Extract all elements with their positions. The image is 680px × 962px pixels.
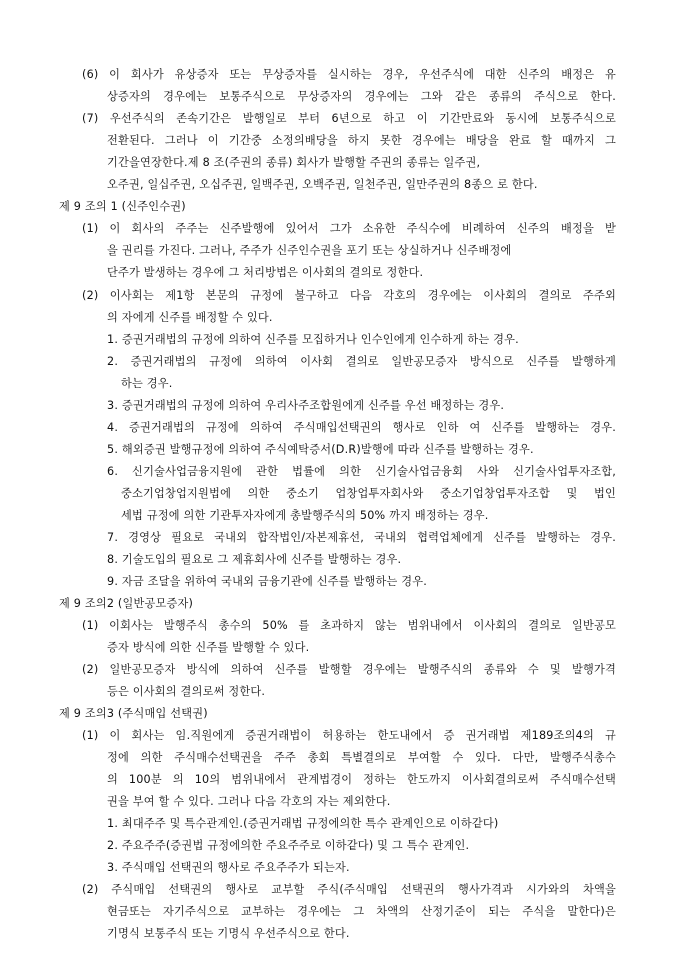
text-line: 의 자에게 신주를 배정할 수 있다. [107,311,273,324]
text-line: (2) 주식매입 선택권의 행사로 교부할 주식(주식매입 선택권의 행사가격과 시가와의 차액을 [82,883,616,896]
text-line: 증자 방식에 의한 신주를 발행할 수 있다. [107,641,310,654]
text-line: 3. 주식매입 선택권의 행사로 주요주주가 되는자. [107,861,350,874]
text-line: 하는 경우. [121,377,173,390]
text-line: 등은 이사회의 결의로써 정한다. [107,685,266,698]
text-line: 기간을연장한다.제 8 조(주권의 종류) 회사가 발행할 주권의 종류는 일주권, [107,156,481,169]
text-line: 3. 증권거래법의 규정에 의하여 우리사주조합원에게 신주를 우선 배정하는 경우. [107,399,505,412]
text-line: (1) 이 회사의 주주는 신주발행에 있어서 그가 소유한 주식수에 비례하여 신주의 배정을 받 [82,222,616,235]
text-line: 을 권리를 가진다. 그러나, 주주가 신주인수권을 포기 또는 상실하거나 신주배정에 [107,244,512,257]
text-line: 6. 신기술사업금융지원에 관한 법률에 의한 신기술사업금융회 사와 신기술사업투자조합, [107,465,616,478]
text-line: (2) 일반공모증자 방식에 의하여 신주를 발행할 경우에는 발행주식의 종류와 수 및 발행가격 [82,663,616,676]
text-line: 제 9 조의3 (주식매입 선택권) [59,707,208,720]
text-line: (2) 이사회는 제1항 본문의 규정에 불구하고 다음 각호의 경우에는 이사회의 결의로 주주외 [82,289,616,302]
text-line: 세법 규정에 의한 기관투자자에게 총발행주식의 50% 까지 배정하는 경우. [121,509,489,522]
text-line: 2. 증권거래법의 규정에 의하여 이사회 결의로 일반공모증자 방식으로 신주를 발행하게 [107,355,616,368]
text-line: 정에 의한 주식매수선택권을 주주 총회 특별결의로 부여할 수 있다. 다만, 발행주식총수 [107,751,616,764]
text-line: 기명식 보통주식 또는 기명식 우선주식으로 한다. [107,927,350,940]
text-line: 권을 부여 할 수 있다. 그러나 다음 각호의 자는 제외한다. [107,795,391,808]
text-line: 상증자의 경우에는 보통주식으로 무상증자의 경우에는 그와 같은 종류의 주식으로 한다. [107,90,616,103]
text-line: 2. 주요주주(증권법 규정에의한 주요주주로 이하같다) 및 그 특수 관계인. [107,839,470,852]
text-line: 단주가 발생하는 경우에 그 처리방법은 이사회의 결의로 정한다. [107,266,424,279]
text-line: 의 100분 의 10의 범위내에서 관계법경이 정하는 한도까지 이사회결의로써 주식매수선택 [107,773,616,786]
text-line: (6) 이 회사가 유상증자 또는 무상증자를 실시하는 경우, 우선주식에 대한 신주의 배정은 유 [82,68,616,81]
text-line: 제 9 조의 1 (신주인수권) [59,200,186,213]
text-line: 4. 증권거래법의 규정에 의하여 주식매입선택권의 행사로 인하 여 신주를 발행하는 경우. [107,421,616,434]
text-line: (1) 이회사는 발행주식 총수의 50% 를 초과하지 않는 범위내에서 이사회의 결의로 일반공모 [82,619,616,632]
text-line: 7. 경영상 필요로 국내외 합작법인/자본제휴선, 국내외 협력업체에게 신주를 발행하는 경우. [107,531,616,544]
text-line: 중소기업창업지원법에 의한 중소기 업창업투자회사와 중소기업창업투자조합 및 법인 [121,487,616,500]
text-line: 오주권, 일십주권, 오십주권, 일백주권, 오백주권, 일천주권, 일만주권의 8종으 로 한다. [107,178,538,191]
text-line: (7) 우선주식의 존속기간은 발행일로 부터 6년으로 하고 이 기간만료와 동시에 보통주식으로 [82,112,616,125]
text-line: 8. 기술도입의 필요로 그 제휴회사에 신주를 발행하는 경우. [107,553,402,566]
text-line: 전환된다. 그러나 이 기간중 소정의배당을 하지 못한 경우에는 배당을 완료 할 때까지 그 [107,134,616,147]
text-line: 9. 자금 조달을 위하여 국내외 금융기관에 신주를 발행하는 경우. [107,575,428,588]
text-line: 1. 증권거래법의 규정에 의하여 신주를 모집하거나 인수인에게 인수하게 하는 경우. [107,333,519,346]
text-line: 1. 최대주주 및 특수관계인.(증권거래법 규정에의한 특수 관계인으로 이하같다) [107,817,499,830]
text-line: 5. 해외증권 발행규정에 의하여 주식예탁증서(D.R)발행에 따라 신주를 발행하는 경우. [107,443,534,456]
text-line: 제 9 조의2 (일반공모증자) [59,597,194,610]
text-line: 현금또는 자기주식으로 교부하는 경우에는 그 차액의 산정기준이 되는 주식을 말한다)은 [107,905,616,918]
text-line: (1) 이 회사는 임.직원에게 증권거래법이 허용하는 한도내에서 증 권거래법 제189조의4의 규 [82,729,616,742]
